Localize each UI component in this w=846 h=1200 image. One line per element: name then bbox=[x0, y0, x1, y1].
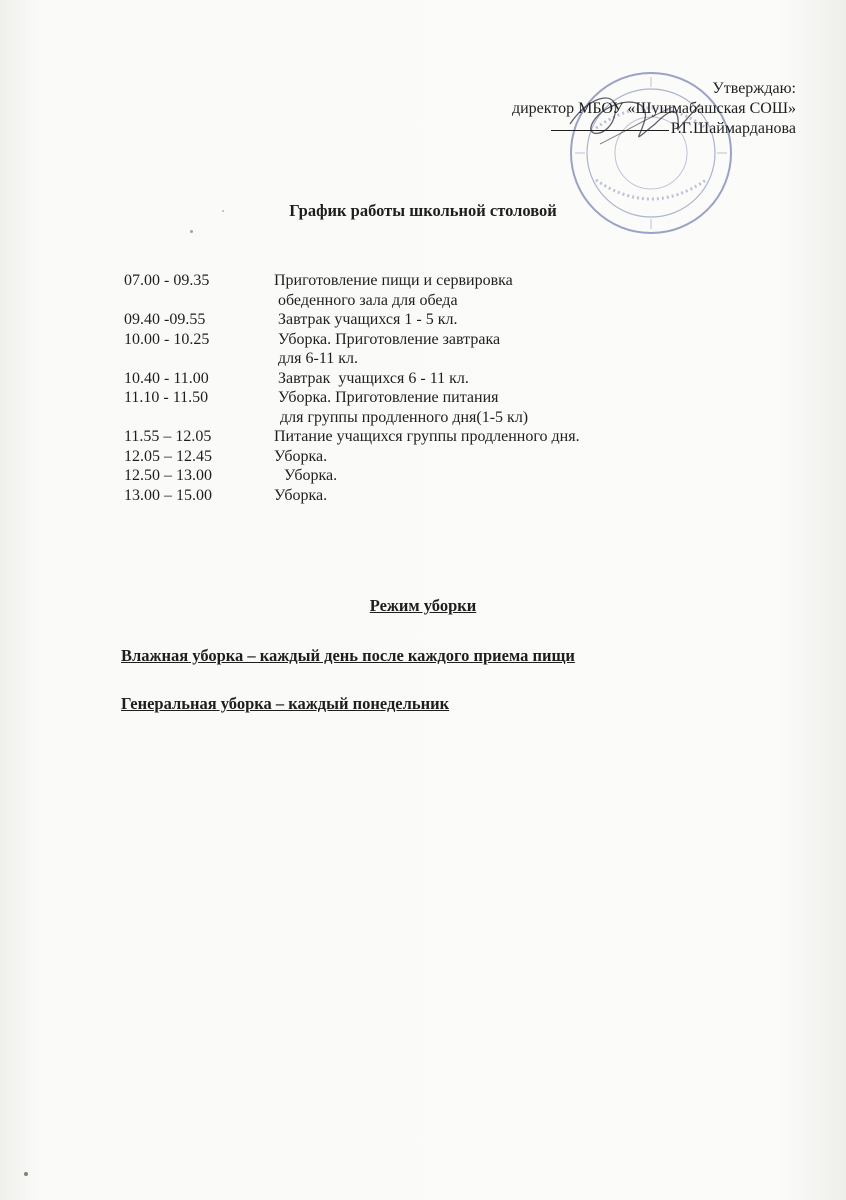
paper-speck bbox=[190, 230, 193, 233]
schedule-row bbox=[124, 388, 580, 427]
schedule-time: 09.40 -09.55 bbox=[124, 311, 206, 328]
activity-continuation: для 6-11 кл. bbox=[278, 350, 358, 367]
schedule-time: 12.50 – 13.00 bbox=[124, 467, 212, 484]
schedule-row bbox=[124, 369, 580, 389]
schedule-row bbox=[124, 271, 580, 310]
approval-signer-line bbox=[512, 119, 796, 139]
schedule-activity bbox=[274, 330, 500, 369]
schedule-activity bbox=[274, 310, 457, 330]
activity-continuation: обеденного зала для обеда bbox=[278, 291, 458, 309]
schedule-activity bbox=[274, 271, 513, 310]
activity-continuation: для группы продленного дня(1-5 кл) bbox=[280, 408, 529, 426]
page-title: График работы школьной столовой bbox=[289, 201, 557, 220]
schedule-activity bbox=[274, 427, 580, 447]
schedule-time: 13.00 – 15.00 bbox=[124, 486, 212, 504]
approval-signer: Р.Г.Шаймарданова bbox=[670, 120, 796, 137]
activity-line: Уборка. bbox=[284, 467, 338, 484]
activity-line: Приготовление пищи и сервировка bbox=[274, 272, 513, 289]
activity-line: Уборка. Приготовление питания bbox=[278, 389, 499, 406]
general-cleaning-rule: Генеральная уборка – каждый понедельник bbox=[121, 694, 450, 713]
schedule-activity bbox=[274, 466, 337, 486]
wet-cleaning-rule: Влажная уборка – каждый день после каждого приема пищи bbox=[121, 646, 575, 665]
approval-block bbox=[512, 79, 796, 139]
activity-line: Уборка. Приготовление завтрака bbox=[278, 330, 501, 348]
schedule-row bbox=[124, 427, 580, 447]
schedule-activity bbox=[274, 369, 469, 389]
activity-line: Уборка. bbox=[274, 486, 328, 504]
schedule-time: 12.05 – 12.45 bbox=[124, 447, 212, 465]
schedule-row bbox=[124, 330, 580, 369]
schedule-table bbox=[124, 271, 580, 505]
schedule-time: 10.00 - 10.25 bbox=[124, 330, 210, 348]
schedule-time: 11.10 - 11.50 bbox=[124, 389, 209, 406]
activity-line: Питание учащихся группы продленного дня. bbox=[274, 428, 580, 445]
schedule-time: 11.55 – 12.05 bbox=[124, 428, 212, 445]
activity-line: Уборка. bbox=[274, 447, 328, 465]
signature-blank bbox=[551, 130, 669, 131]
activity-line: Завтрак учащихся 1 - 5 кл. bbox=[278, 311, 458, 328]
schedule-time: 07.00 - 09.35 bbox=[124, 272, 210, 289]
schedule-row bbox=[124, 447, 580, 467]
approval-label: Утверждаю: bbox=[712, 80, 796, 97]
schedule-time: 10.40 - 11.00 bbox=[124, 369, 209, 387]
schedule-activity bbox=[274, 388, 528, 427]
schedule-row bbox=[124, 310, 580, 330]
schedule-activity bbox=[274, 447, 327, 467]
paper-speck bbox=[24, 1172, 28, 1176]
activity-line: Завтрак учащихся 6 - 11 кл. bbox=[278, 369, 469, 387]
schedule-activity bbox=[274, 486, 327, 506]
schedule-row bbox=[124, 486, 580, 506]
cleaning-section-title: Режим уборки bbox=[369, 596, 477, 615]
schedule-row bbox=[124, 466, 580, 486]
approval-position: директор МБОУ «Шушмабашская СОШ» bbox=[511, 100, 796, 117]
paper-speck bbox=[222, 210, 224, 212]
